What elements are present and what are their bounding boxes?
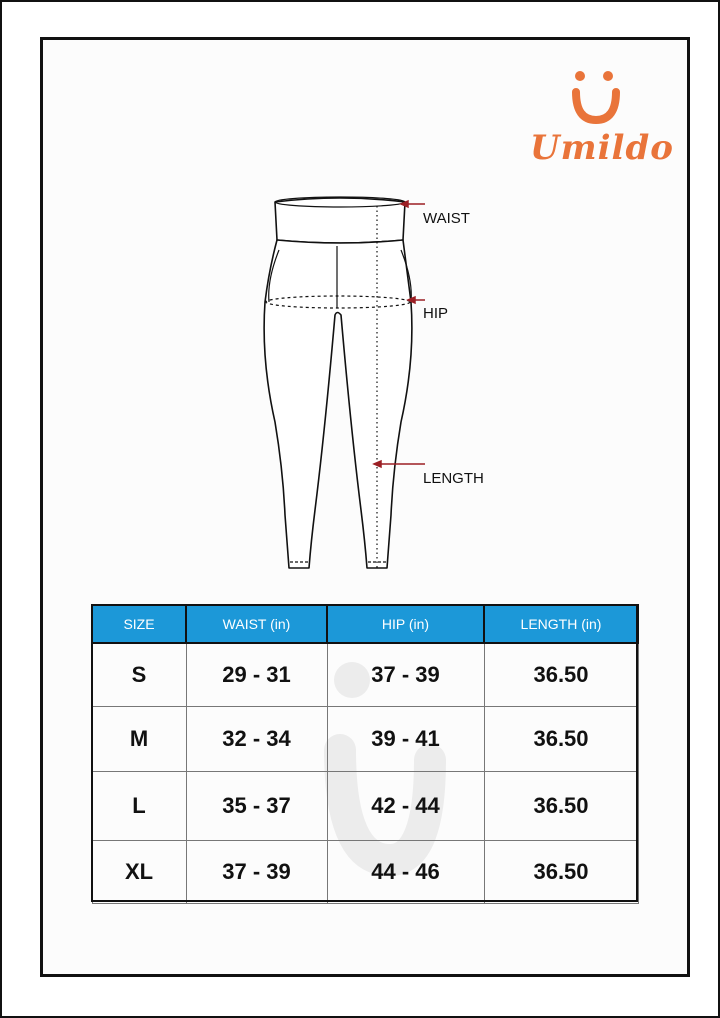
brand-logo [530,68,674,170]
hip-cell: 37 - 39 [327,643,484,707]
length-cell: 36.50 [484,772,638,841]
leggings-outline-icon [255,190,425,580]
hip-label: HIP [423,305,449,322]
size-cell: S [92,643,186,707]
column-header-size: SIZE [92,605,186,643]
length-cell: 36.50 [484,841,638,904]
waist-cell: 35 - 37 [186,772,327,841]
spacer [425,200,428,203]
size-cell: L [92,772,186,841]
waist-cell: 29 - 31 [186,643,327,707]
smiley-logo-icon [570,68,622,128]
length-cell: 36.50 [484,707,638,772]
hip-cell: 39 - 41 [327,707,484,772]
size-cell: M [92,707,186,772]
waist-label: WAIST [423,210,470,227]
hip-cell: 44 - 46 [327,841,484,904]
length-label: LENGTH [423,470,484,487]
length-cell: 36.50 [484,643,638,707]
table-row [92,841,638,904]
hip-cell: 42 - 44 [327,772,484,841]
table-row [92,707,638,772]
waist-cell: 32 - 34 [186,707,327,772]
brand-name: Umildo [530,128,674,168]
column-header-waist: WAIST (in) [186,605,327,643]
size-chart-table [91,604,639,904]
column-header-hip: HIP (in) [327,605,484,643]
table-header-row [92,605,638,643]
table-row [92,643,638,707]
table-row [92,772,638,841]
column-header-length: LENGTH (in) [484,605,638,643]
size-cell: XL [92,841,186,904]
waist-cell: 37 - 39 [186,841,327,904]
